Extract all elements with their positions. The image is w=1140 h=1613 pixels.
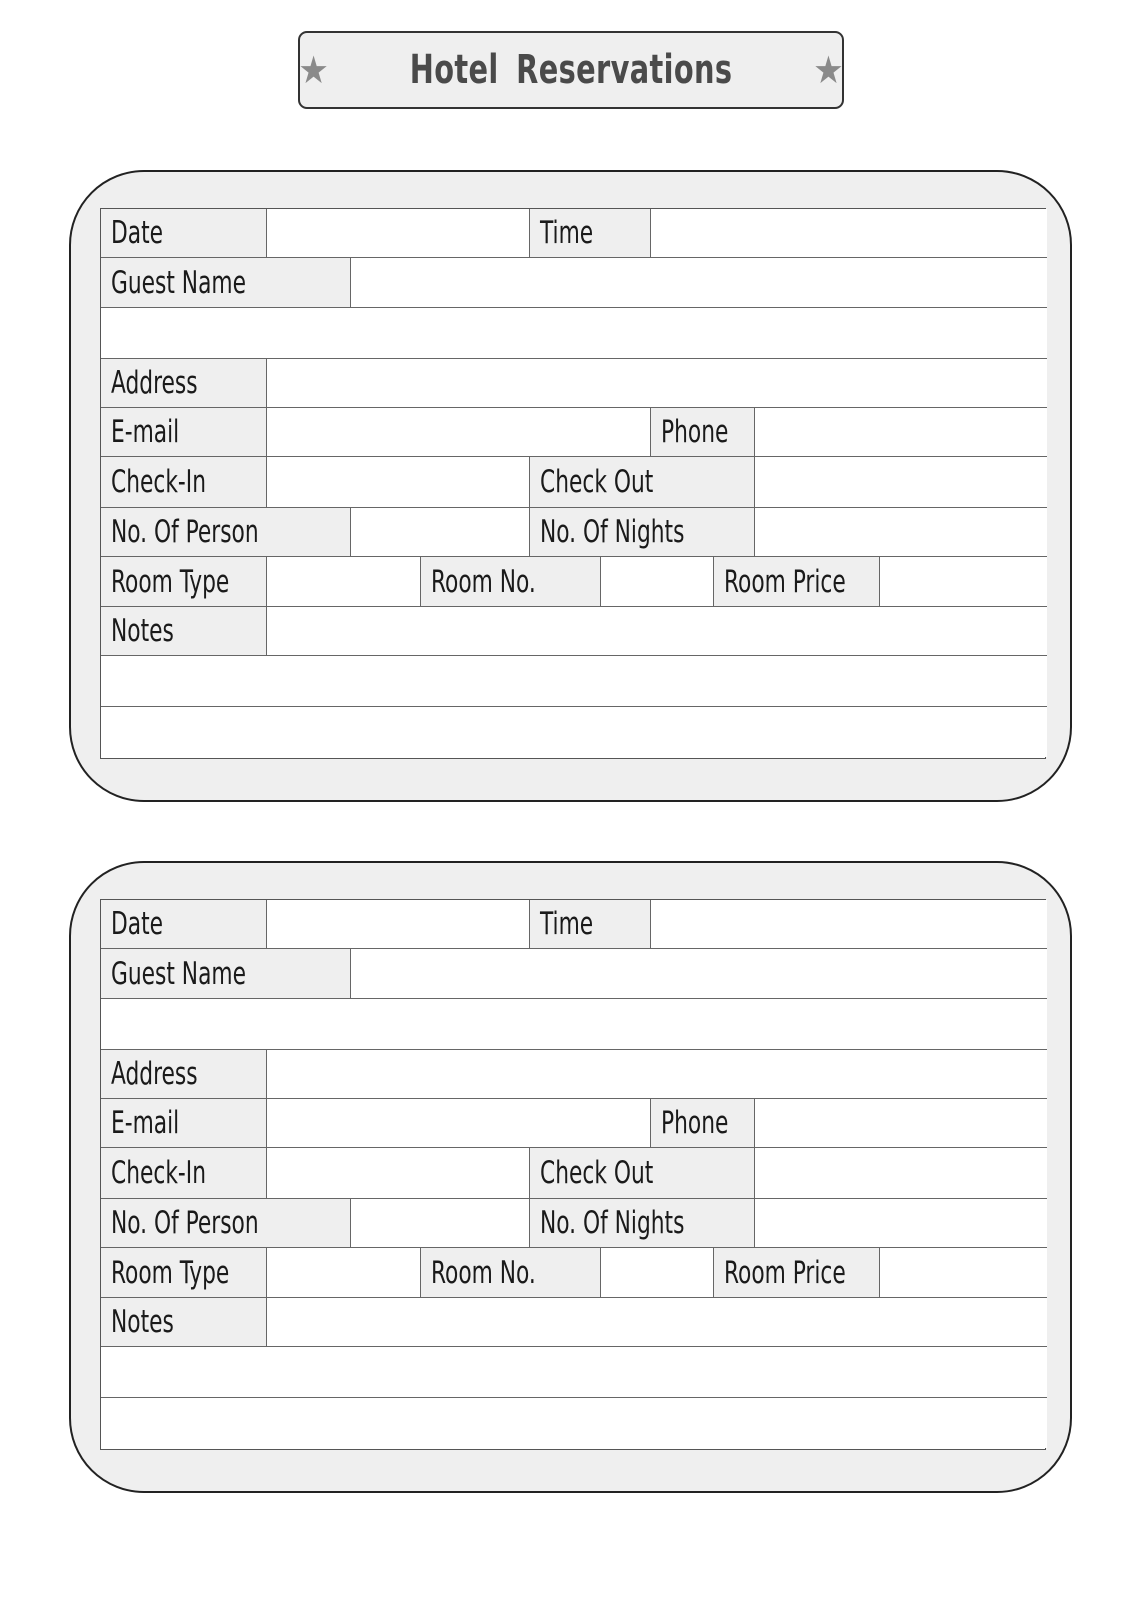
no-of-person-label: No. Of Person bbox=[101, 508, 351, 557]
no-of-person-field[interactable] bbox=[351, 1199, 529, 1248]
check-in-field[interactable] bbox=[267, 457, 529, 508]
room-no-label: Room No. bbox=[420, 1248, 601, 1298]
no-of-person-label: No. Of Person bbox=[101, 1199, 351, 1248]
address-label: Address bbox=[101, 1050, 267, 1099]
address-field[interactable] bbox=[267, 359, 1047, 408]
check-out-field[interactable] bbox=[755, 1148, 1047, 1199]
phone-label: Phone bbox=[650, 1099, 755, 1148]
room-no-field[interactable] bbox=[601, 1248, 713, 1298]
star-icon-left: ★ bbox=[298, 48, 329, 92]
page-title: Hotel Reservations bbox=[409, 47, 733, 93]
reservation-form-grid bbox=[100, 208, 1046, 759]
room-type-field[interactable] bbox=[267, 1248, 420, 1298]
time-label: Time bbox=[529, 900, 651, 949]
date-label: Date bbox=[101, 209, 267, 258]
no-of-nights-field[interactable] bbox=[755, 508, 1047, 557]
room-price-field[interactable] bbox=[880, 557, 1047, 607]
check-in-label: Check-In bbox=[101, 1148, 267, 1199]
guest-name-extra-line[interactable] bbox=[101, 308, 1047, 359]
guest-name-label: Guest Name bbox=[101, 949, 351, 999]
page-title-box bbox=[298, 31, 844, 109]
room-no-field[interactable] bbox=[601, 557, 713, 607]
check-out-label: Check Out bbox=[529, 457, 755, 508]
phone-label: Phone bbox=[650, 408, 755, 457]
time-label: Time bbox=[529, 209, 651, 258]
date-label: Date bbox=[101, 900, 267, 949]
date-field[interactable] bbox=[267, 900, 529, 949]
room-type-label: Room Type bbox=[101, 1248, 267, 1298]
notes-field[interactable] bbox=[267, 1298, 1047, 1347]
email-label: E-mail bbox=[101, 408, 267, 457]
time-field[interactable] bbox=[651, 209, 1047, 258]
guest-name-extra-line[interactable] bbox=[101, 999, 1047, 1050]
reservation-card-1 bbox=[69, 170, 1072, 802]
time-field[interactable] bbox=[651, 900, 1047, 949]
notes-line[interactable] bbox=[101, 707, 1047, 757]
address-field[interactable] bbox=[267, 1050, 1047, 1099]
room-type-label: Room Type bbox=[101, 557, 267, 607]
email-field[interactable] bbox=[267, 1099, 650, 1148]
notes-line[interactable] bbox=[101, 1347, 1047, 1398]
no-of-nights-field[interactable] bbox=[755, 1199, 1047, 1248]
notes-line[interactable] bbox=[101, 656, 1047, 707]
room-price-field[interactable] bbox=[880, 1248, 1047, 1298]
date-field[interactable] bbox=[267, 209, 529, 258]
notes-field[interactable] bbox=[267, 607, 1047, 656]
star-icon-right: ★ bbox=[813, 48, 844, 92]
guest-name-field[interactable] bbox=[351, 949, 1047, 999]
room-price-label: Room Price bbox=[713, 557, 880, 607]
phone-field[interactable] bbox=[755, 1099, 1047, 1148]
phone-field[interactable] bbox=[755, 408, 1047, 457]
check-out-field[interactable] bbox=[755, 457, 1047, 508]
no-of-person-field[interactable] bbox=[351, 508, 529, 557]
room-no-label: Room No. bbox=[420, 557, 601, 607]
guest-name-field[interactable] bbox=[351, 258, 1047, 308]
notes-line[interactable] bbox=[101, 1398, 1047, 1448]
check-in-field[interactable] bbox=[267, 1148, 529, 1199]
room-type-field[interactable] bbox=[267, 557, 420, 607]
no-of-nights-label: No. Of Nights bbox=[529, 1199, 755, 1248]
check-out-label: Check Out bbox=[529, 1148, 755, 1199]
room-price-label: Room Price bbox=[713, 1248, 880, 1298]
email-field[interactable] bbox=[267, 408, 650, 457]
guest-name-label: Guest Name bbox=[101, 258, 351, 308]
reservation-form-grid bbox=[100, 899, 1046, 1450]
notes-label: Notes bbox=[101, 607, 267, 656]
reservation-card-2 bbox=[69, 861, 1072, 1493]
notes-label: Notes bbox=[101, 1298, 267, 1347]
check-in-label: Check-In bbox=[101, 457, 267, 508]
email-label: E-mail bbox=[101, 1099, 267, 1148]
address-label: Address bbox=[101, 359, 267, 408]
no-of-nights-label: No. Of Nights bbox=[529, 508, 755, 557]
